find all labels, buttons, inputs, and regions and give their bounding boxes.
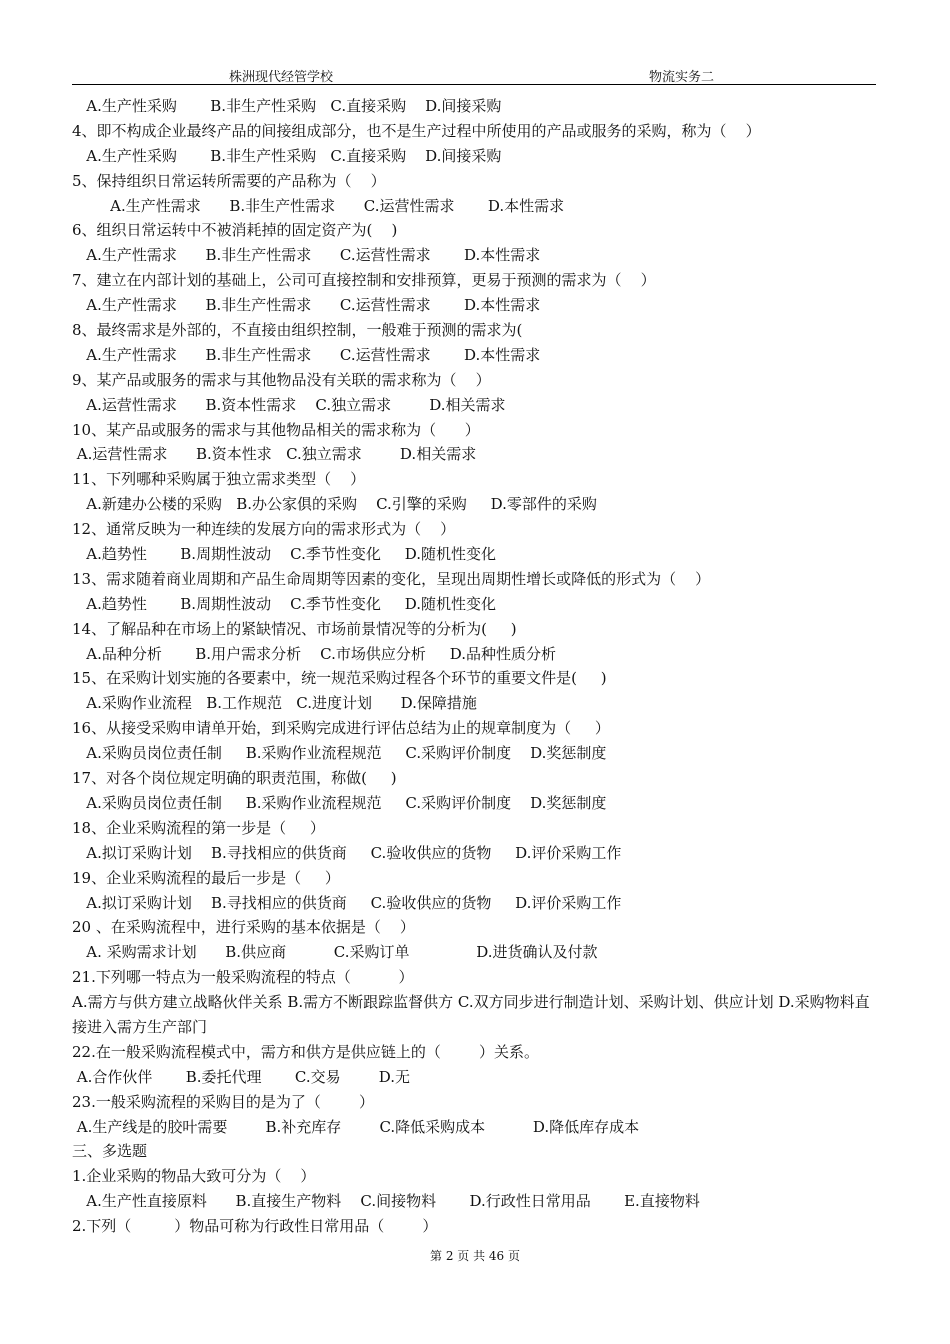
options-line: A.生产性需求 B.非生产性需求 C.运营性需求 D.本性需求 <box>72 196 565 215</box>
options-line: A.生产性采购 B.非生产性采购 C.直接采购 D.间接采购 <box>72 146 502 165</box>
question-line: 17、对各个岗位规定明确的职责范围，称做( ) <box>72 769 397 788</box>
options-line: A.趋势性 B.周期性波动 C.季节性变化 D.随机性变化 <box>72 545 496 564</box>
question-line: 7、建立在内部计划的基础上，公司可直接控制和安排预算，更易于预测的需求为（ ） <box>72 271 656 290</box>
options-line: A.采购员岗位责任制 B.采购作业流程规范 C.采购评价制度 D.奖惩制度 <box>72 744 607 763</box>
question-line: 9、某产品或服务的需求与其他物品没有关联的需求称为（ ） <box>72 370 491 389</box>
question-line: 5、保持组织日常运转所需要的产品称为（ ） <box>72 171 386 190</box>
options-line: A.拟订采购计划 B.寻找相应的供货商 C.验收供应的货物 D.评价采购工作 <box>72 843 622 862</box>
question-line: 4、即不构成企业最终产品的间接组成部分，也不是生产过程中所使用的产品或服务的采购，称为（ ） <box>72 121 761 140</box>
section-heading: 三、多选题 <box>72 1142 148 1161</box>
options-line: A.生产性直接原料 B.直接生产物料 C.间接物料 D.行政性日常用品 E.直接物料 <box>72 1192 700 1211</box>
question-line: 23.一般采购流程的采购目的是为了（ ） <box>72 1092 375 1111</box>
question-line: 8、最终需求是外部的，不直接由组织控制，一般难于预测的需求为( <box>72 321 523 340</box>
options-line: A.生产性需求 B.非生产性需求 C.运营性需求 D.本性需求 <box>72 246 541 265</box>
question-line: 19、企业采购流程的最后一步是（ ） <box>72 868 340 887</box>
question-line: 10、某产品或服务的需求与其他物品相关的需求称为（ ） <box>72 420 480 439</box>
options-line: A.新建办公楼的采购 B.办公家俱的采购 C.引擎的采购 D.零部件的采购 <box>72 495 597 514</box>
options-line: A.采购员岗位责任制 B.采购作业流程规范 C.采购评价制度 D.奖惩制度 <box>72 793 607 812</box>
options-line: A.生产性需求 B.非生产性需求 C.运营性需求 D.本性需求 <box>72 345 541 364</box>
options-line: A.采购作业流程 B.工作规范 C.进度计划 D.保障措施 <box>72 694 477 713</box>
page-header <box>72 62 876 85</box>
school-name: 株洲现代经管学校 <box>229 70 334 85</box>
options-line: A.生产线是的胶叶需要 B.补充库存 C.降低采购成本 D.降低库存成本 <box>72 1117 640 1136</box>
question-line: 18、企业采购流程的第一步是（ ） <box>72 818 325 837</box>
options-line-wrapped: A.需方与供方建立战略伙伴关系 B.需方不断跟踪监督供方 C.双方同步进行制造计划、采购计划、供应计划 D.采购物料直接进入需方生产部门 <box>72 993 870 1036</box>
document-body <box>72 94 878 1239</box>
question-line: 16、从接受采购申请单开始，到采购完成进行评估总结为止的规章制度为（ ） <box>72 719 610 738</box>
options-line: A.拟订采购计划 B.寻找相应的供货商 C.验收供应的货物 D.评价采购工作 <box>72 893 622 912</box>
options-line: A.运营性需求 B.资本性需求 C.独立需求 D.相关需求 <box>72 395 506 414</box>
question-line: 22.在一般采购流程模式中，需方和供方是供应链上的（ ）关系。 <box>72 1042 540 1061</box>
question-line: 15、在采购计划实施的各要素中，统一规范采购过程各个环节的重要文件是( ) <box>72 669 607 688</box>
question-line: 12、通常反映为一种连续的发展方向的需求形式为（ ） <box>72 520 456 539</box>
question-line: 14、了解品种在市场上的紧缺情况、市场前景情况等的分析为( ) <box>72 619 517 638</box>
question-line: 6、组织日常运转中不被消耗掉的固定资产为( ) <box>72 221 398 240</box>
question-line: 20 、在采购流程中，进行采购的基本依据是（ ） <box>72 918 415 937</box>
question-line: 11、下列哪种采购属于独立需求类型（ ） <box>72 470 366 489</box>
options-line: A. 采购需求计划 B.供应商 C.采购订单 D.进货确认及付款 <box>72 943 598 962</box>
options-line: A.合作伙伴 B.委托代理 C.交易 D.无 <box>72 1067 411 1086</box>
page-footer: 第 2 页 共 46 页 <box>430 1249 520 1263</box>
options-line: A.品种分析 B.用户需求分析 C.市场供应分析 D.品种性质分析 <box>72 644 556 663</box>
course-name: 物流实务二 <box>649 70 715 85</box>
question-line: 2.下列（ ）物品可称为行政性日常用品（ ） <box>72 1217 438 1236</box>
options-line: A.趋势性 B.周期性波动 C.季节性变化 D.随机性变化 <box>72 594 496 613</box>
question-line: 13、需求随着商业周期和产品生命周期等因素的变化，呈现出周期性增长或降低的形式为（ ） <box>72 569 711 588</box>
options-line: A.生产性需求 B.非生产性需求 C.运营性需求 D.本性需求 <box>72 296 541 315</box>
question-line: 21.下列哪一特点为一般采购流程的特点（ ） <box>72 968 414 987</box>
question-line: 1.企业采购的物品大致可分为（ ） <box>72 1167 316 1186</box>
text-line: A.生产性采购 B.非生产性采购 C.直接采购 D.间接采购 <box>72 97 502 115</box>
options-line: A.运营性需求 B.资本性求 C.独立需求 D.相关需求 <box>72 445 477 464</box>
